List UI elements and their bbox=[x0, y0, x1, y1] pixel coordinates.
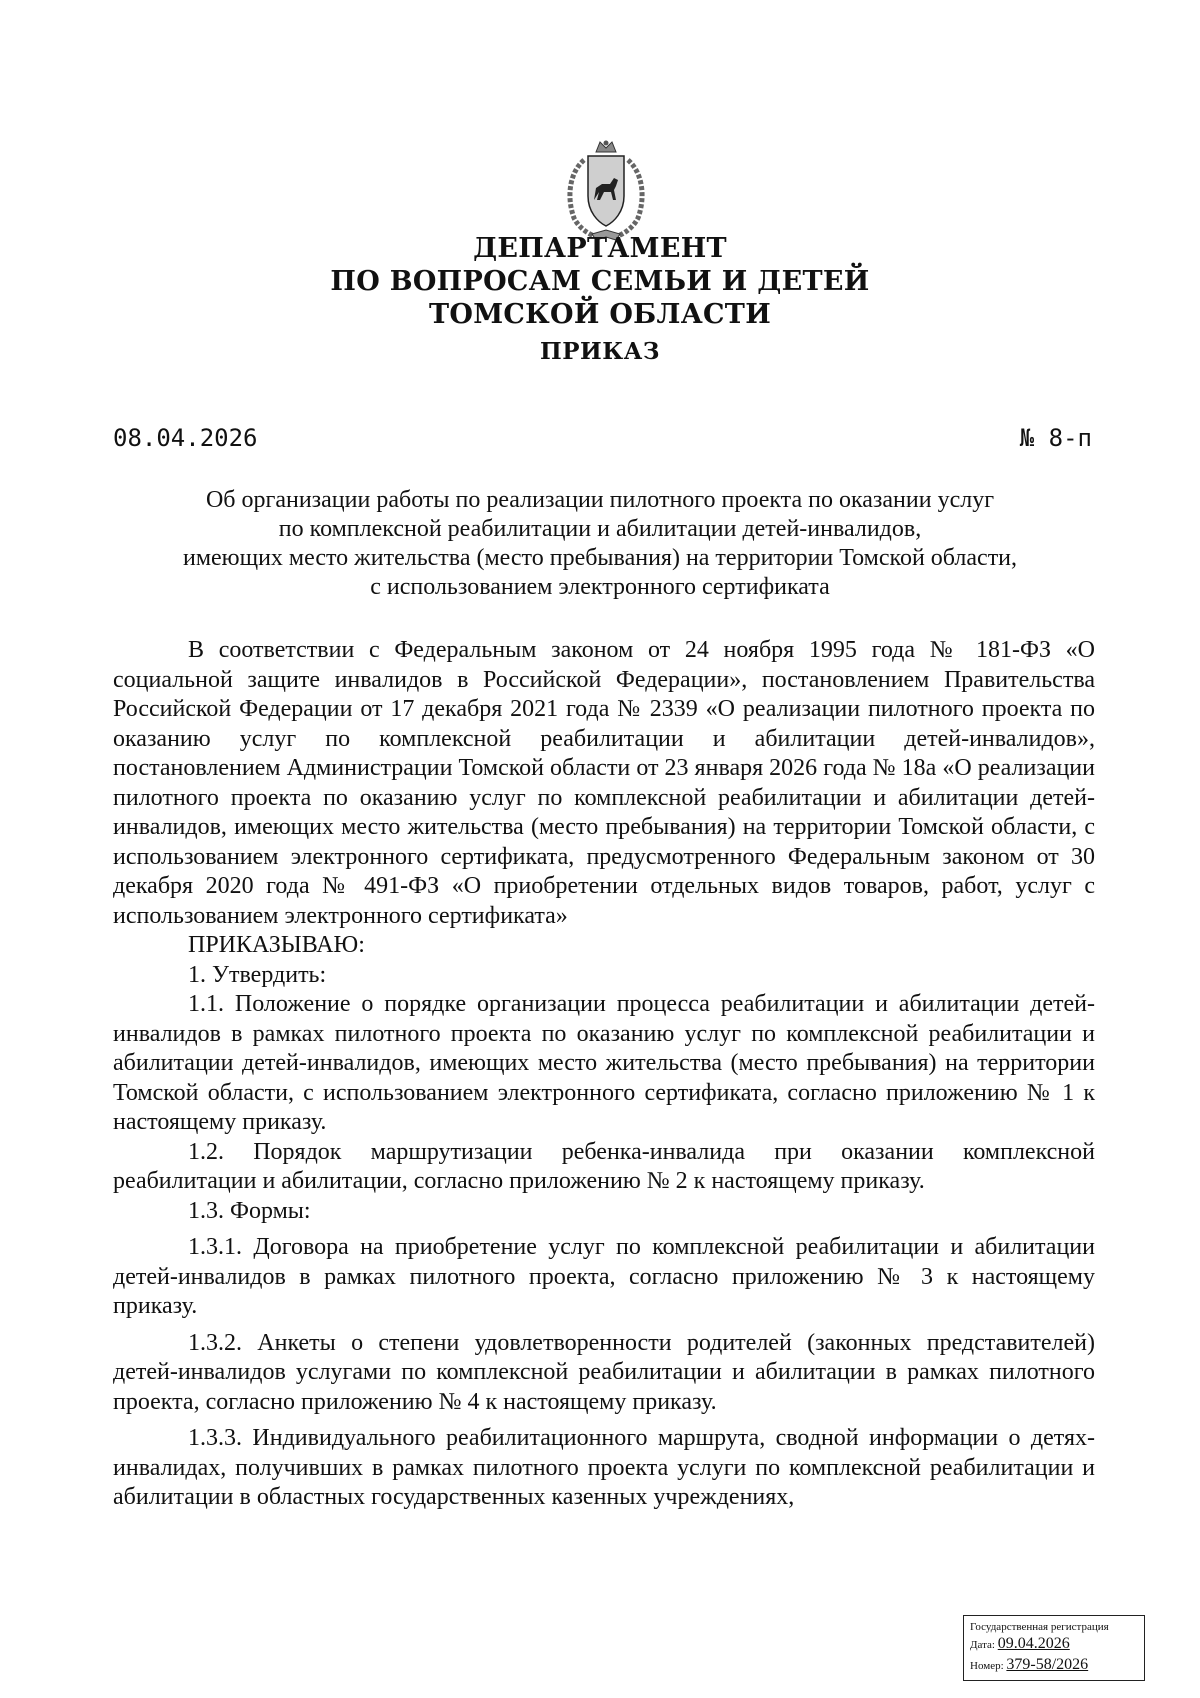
registration-number-row bbox=[970, 1655, 1138, 1676]
order-word: ПРИКАЗЫВАЮ: bbox=[188, 932, 365, 958]
order-kind-title: ПРИКАЗ bbox=[540, 338, 660, 365]
subject-line-2: по комплексной реабилитации и абилитации детей-инвалидов, bbox=[278, 516, 922, 542]
document-number: № 8-п bbox=[1019, 424, 1092, 452]
document-date: 08.04.2026 bbox=[113, 424, 258, 452]
registration-date-row bbox=[970, 1634, 1138, 1655]
order-subject bbox=[140, 486, 1060, 602]
item-1-3: 1.3. Формы: bbox=[188, 1197, 311, 1224]
registration-number-label: Номер: bbox=[970, 1660, 1004, 1672]
registration-date-value: 09.04.2026 bbox=[997, 1635, 1070, 1652]
coat-of-arms-icon bbox=[560, 138, 652, 244]
department-header bbox=[0, 232, 1200, 369]
item-1-2: 1.2. Порядок маршрутизации ребенка-инвалида при оказании комплексной реабилитации и абилитации, согласно приложению № 2 к настоящему приказу. bbox=[113, 1138, 1095, 1194]
registration-number-value: 379-58/2026 bbox=[1006, 1656, 1089, 1673]
header-line-3: ТОМСКОЙ ОБЛАСТИ bbox=[428, 299, 772, 330]
item-1-3-2: 1.3.2. Анкеты о степени удовлетворенности родителей (законных представителей) детей-инвалидов услугами по комплексной реабилитации и абилитации в рамках пилотного проекта, согласно приложению № 4 к настоящему приказу. bbox=[113, 1329, 1095, 1415]
registration-stamp bbox=[963, 1615, 1145, 1681]
item-1-3-1: 1.3.1. Договора на приобретение услуг по комплексной реабилитации и абилитации детей-инвалидов в рамках пилотного проекта, согласно приложению № 3 к настоящему приказу. bbox=[113, 1234, 1095, 1319]
item-1-1: 1.1. Положение о порядке организации процесса реабилитации и абилитации детей-инвалидов в рамках пилотного проекта по оказанию услуг по комплексной реабилитации и абилитации детей-инвалидов, имеющих место жительства (место пребывания) на территории Томской области, с использованием электронного сертификата, согласно приложению № 1 к настоящему приказу. bbox=[113, 991, 1095, 1135]
subject-line-3: имеющих место жительства (место пребывания) на территории Томской области, bbox=[182, 545, 1018, 571]
subject-line-1: Об организации работы по реализации пилотного проекта по оказании услуг bbox=[205, 487, 995, 513]
order-body bbox=[113, 636, 1095, 1513]
header-line-1: ДЕПАРТАМЕНТ bbox=[473, 233, 727, 264]
header-line-2: ПО ВОПРОСАМ СЕМЬИ И ДЕТЕЙ bbox=[330, 266, 870, 297]
preamble-paragraph: В соответствии с Федеральным законом от 24 ноября 1995 года № 181-ФЗ «О социальной защите инвалидов в Российской Федерации», постановлением Правительства Российской Федерации от 17 декабря 2021 года № 2339 «О реализации пилотного проекта по оказанию услуг по комплексной реабилитации и абилитации детей-инвалидов», постановлением Администрации Томской области от 23 января 2026 года № 18а «О реализации пилотного проекта по оказанию услуг по комплексной реабилитации и абилитации детей-инвалидов, имеющих место жительства (место пребывания) на территории Томской области, с использованием электронного сертификата, предусмотренного Федеральным законом от 30 декабря 2020 года № 491-ФЗ «О приобретении отдельных видов товаров, работ, услуг с использованием электронного сертификата» bbox=[113, 637, 1095, 929]
item-1-3-3: 1.3.3. Индивидуального реабилитационного маршрута, сводной информации о детях-инвалидах, получивших в рамках пилотного проекта услуги по комплексной реабилитации и абилитации в областных государственных казенных учреждениях, bbox=[113, 1425, 1095, 1510]
item-1: 1. Утвердить: bbox=[188, 961, 327, 988]
registration-date-label: Дата: bbox=[970, 1639, 995, 1651]
registration-title: Государственная регистрация bbox=[970, 1621, 1109, 1633]
subject-line-4: с использованием электронного сертификата bbox=[370, 574, 830, 600]
